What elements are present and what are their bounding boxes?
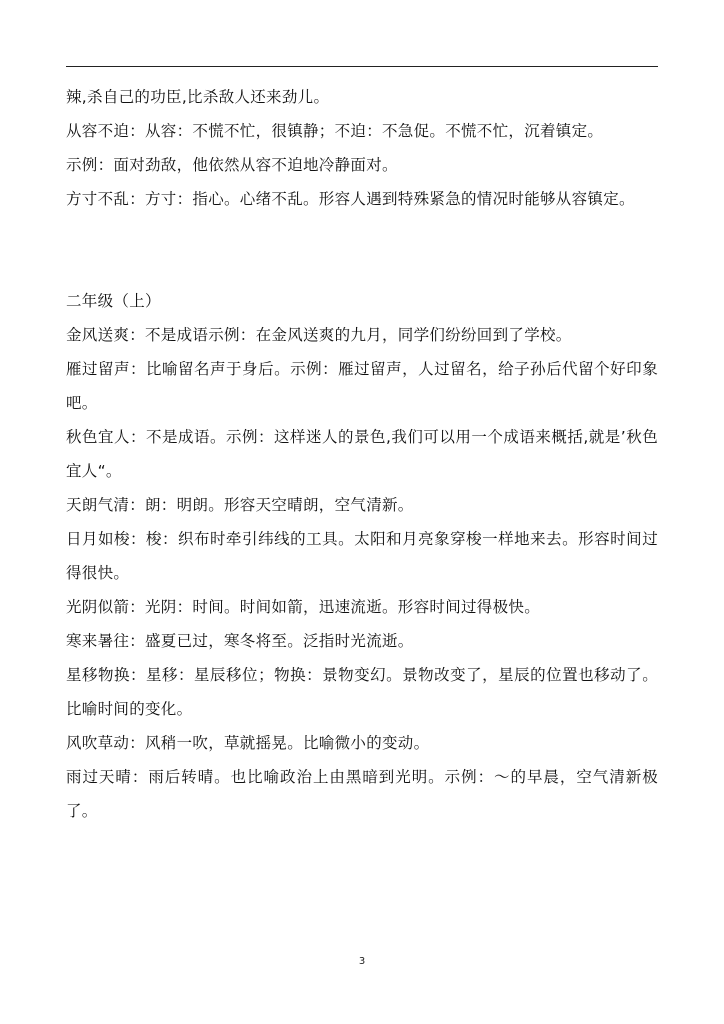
idiom-entry: 方寸不乱：方寸：指心。心绪不乱。形容人遇到特殊紧急的情况时能够从容镇定。 (66, 190, 635, 208)
page-body (66, 80, 658, 828)
idiom-entry: 雨过天晴：雨后转晴。也比喻政治上由黑暗到光明。示例：～的早晨，空气清新极了。 (66, 768, 658, 820)
section-title: 二年级（上） (66, 292, 161, 310)
header-rule (66, 66, 658, 67)
continuation-line: 辣,杀自己的功臣,比杀敌人还来劲儿。 (66, 88, 330, 106)
idiom-entry: 秋色宜人：不是成语。示例：这样迷人的景色,我们可以用一个成语来概括,就是’秋色宜人“。 (66, 428, 658, 480)
idiom-entry: 金风送爽：不是成语示例：在金风送爽的九月，同学们纷纷回到了学校。 (66, 326, 572, 344)
idiom-entry: 从容不迫：从容：不慌不忙，很镇静；不迫：不急促。不慌不忙，沉着镇定。 (66, 122, 604, 140)
idiom-entry: 天朗气清：朗：明朗。形容天空晴朗，空气清新。 (66, 496, 414, 514)
page-number: 3 (358, 956, 366, 967)
idiom-entry: 星移物换：星移：星辰移位；物换：景物变幻。景物改变了，星辰的位置也移动了。比喻时间的变化。 (66, 666, 658, 718)
section-gap (66, 216, 658, 284)
idiom-entry: 日月如梭：梭：织布时牵引纬线的工具。太阳和月亮象穿梭一样地来去。形容时间过得很快。 (66, 530, 658, 582)
example-line: 示例：面对劲敌，他依然从容不迫地冷静面对。 (66, 156, 398, 174)
idiom-entry: 光阴似箭：光阴：时间。时间如箭，迅速流逝。形容时间过得极快。 (66, 598, 541, 616)
idiom-entry: 寒来暑往：盛夏已过，寒冬将至。泛指时光流逝。 (66, 632, 414, 650)
idiom-entry: 雁过留声：比喻留名声于身后。示例：雁过留声，人过留名，给子孙后代留个好印象吧。 (66, 360, 658, 412)
idiom-entry: 风吹草动：风稍一吹，草就摇晃。比喻微小的变动。 (66, 734, 430, 752)
